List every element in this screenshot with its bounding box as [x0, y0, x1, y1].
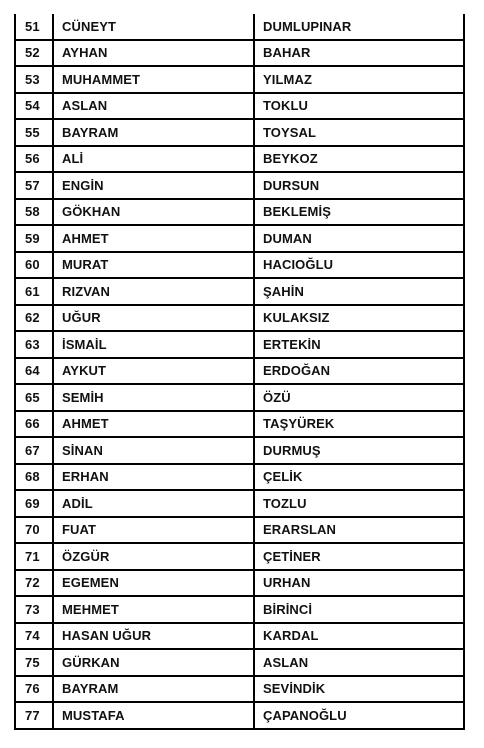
last-name-cell: URHAN	[254, 570, 464, 597]
row-number-cell: 75	[15, 649, 53, 676]
table-row	[15, 517, 464, 544]
last-name-cell: KARDAL	[254, 623, 464, 650]
row-number-cell: 60	[15, 252, 53, 279]
first-name-cell: BAYRAM	[53, 676, 254, 703]
row-number-cell: 70	[15, 517, 53, 544]
table-row	[15, 358, 464, 385]
first-name-cell: RIZVAN	[53, 278, 254, 305]
first-name-cell: EGEMEN	[53, 570, 254, 597]
table-row	[15, 199, 464, 226]
last-name-cell: TOYSAL	[254, 119, 464, 146]
names-table-body	[15, 14, 464, 729]
table-row	[15, 172, 464, 199]
table-row	[15, 305, 464, 332]
row-number-cell: 76	[15, 676, 53, 703]
last-name-cell: BAHAR	[254, 40, 464, 67]
row-number-cell: 61	[15, 278, 53, 305]
row-number-cell: 51	[15, 14, 53, 40]
first-name-cell: AYKUT	[53, 358, 254, 385]
table-row	[15, 702, 464, 729]
last-name-cell: ERDOĞAN	[254, 358, 464, 385]
first-name-cell: MURAT	[53, 252, 254, 279]
row-number-cell: 53	[15, 66, 53, 93]
table-row	[15, 278, 464, 305]
first-name-cell: MUSTAFA	[53, 702, 254, 729]
table-row	[15, 464, 464, 491]
table-row	[15, 623, 464, 650]
row-number-cell: 59	[15, 225, 53, 252]
table-row	[15, 570, 464, 597]
first-name-cell: AHMET	[53, 225, 254, 252]
table-row	[15, 331, 464, 358]
first-name-cell: AYHAN	[53, 40, 254, 67]
table-row	[15, 543, 464, 570]
first-name-cell: ALİ	[53, 146, 254, 173]
last-name-cell: ERTEKİN	[254, 331, 464, 358]
last-name-cell: TAŞYÜREK	[254, 411, 464, 438]
table-row	[15, 14, 464, 40]
table-row	[15, 119, 464, 146]
row-number-cell: 52	[15, 40, 53, 67]
table-row	[15, 146, 464, 173]
first-name-cell: SEMİH	[53, 384, 254, 411]
last-name-cell: BEYKOZ	[254, 146, 464, 173]
table-row	[15, 252, 464, 279]
row-number-cell: 65	[15, 384, 53, 411]
first-name-cell: MEHMET	[53, 596, 254, 623]
row-number-cell: 71	[15, 543, 53, 570]
first-name-cell: MUHAMMET	[53, 66, 254, 93]
table-row	[15, 40, 464, 67]
table-row	[15, 66, 464, 93]
last-name-cell: ERARSLAN	[254, 517, 464, 544]
first-name-cell: BAYRAM	[53, 119, 254, 146]
table-row	[15, 649, 464, 676]
first-name-cell: ÖZGÜR	[53, 543, 254, 570]
last-name-cell: DUMLUPINAR	[254, 14, 464, 40]
row-number-cell: 54	[15, 93, 53, 120]
table-row	[15, 437, 464, 464]
first-name-cell: ADİL	[53, 490, 254, 517]
last-name-cell: DUMAN	[254, 225, 464, 252]
table-row	[15, 93, 464, 120]
last-name-cell: BİRİNCİ	[254, 596, 464, 623]
table-row	[15, 411, 464, 438]
first-name-cell: GÖKHAN	[53, 199, 254, 226]
last-name-cell: BEKLEMİŞ	[254, 199, 464, 226]
first-name-cell: ERHAN	[53, 464, 254, 491]
row-number-cell: 73	[15, 596, 53, 623]
row-number-cell: 56	[15, 146, 53, 173]
row-number-cell: 64	[15, 358, 53, 385]
last-name-cell: ŞAHİN	[254, 278, 464, 305]
row-number-cell: 69	[15, 490, 53, 517]
first-name-cell: UĞUR	[53, 305, 254, 332]
table-row	[15, 384, 464, 411]
last-name-cell: ÇAPANOĞLU	[254, 702, 464, 729]
first-name-cell: GÜRKAN	[53, 649, 254, 676]
row-number-cell: 72	[15, 570, 53, 597]
last-name-cell: DURMUŞ	[254, 437, 464, 464]
last-name-cell: KULAKSIZ	[254, 305, 464, 332]
first-name-cell: AHMET	[53, 411, 254, 438]
first-name-cell: CÜNEYT	[53, 14, 254, 40]
last-name-cell: YILMAZ	[254, 66, 464, 93]
last-name-cell: TOKLU	[254, 93, 464, 120]
row-number-cell: 67	[15, 437, 53, 464]
row-number-cell: 57	[15, 172, 53, 199]
table-row	[15, 490, 464, 517]
table-row	[15, 676, 464, 703]
names-table	[14, 14, 465, 730]
table-row	[15, 596, 464, 623]
row-number-cell: 74	[15, 623, 53, 650]
first-name-cell: İSMAİL	[53, 331, 254, 358]
last-name-cell: ÇELİK	[254, 464, 464, 491]
row-number-cell: 55	[15, 119, 53, 146]
last-name-cell: SEVİNDİK	[254, 676, 464, 703]
last-name-cell: ÇETİNER	[254, 543, 464, 570]
row-number-cell: 63	[15, 331, 53, 358]
row-number-cell: 58	[15, 199, 53, 226]
table-row	[15, 225, 464, 252]
first-name-cell: ENGİN	[53, 172, 254, 199]
row-number-cell: 62	[15, 305, 53, 332]
last-name-cell: ÖZÜ	[254, 384, 464, 411]
row-number-cell: 77	[15, 702, 53, 729]
last-name-cell: ASLAN	[254, 649, 464, 676]
first-name-cell: HASAN UĞUR	[53, 623, 254, 650]
last-name-cell: TOZLU	[254, 490, 464, 517]
last-name-cell: HACIOĞLU	[254, 252, 464, 279]
row-number-cell: 68	[15, 464, 53, 491]
first-name-cell: FUAT	[53, 517, 254, 544]
row-number-cell: 66	[15, 411, 53, 438]
first-name-cell: ASLAN	[53, 93, 254, 120]
first-name-cell: SİNAN	[53, 437, 254, 464]
last-name-cell: DURSUN	[254, 172, 464, 199]
